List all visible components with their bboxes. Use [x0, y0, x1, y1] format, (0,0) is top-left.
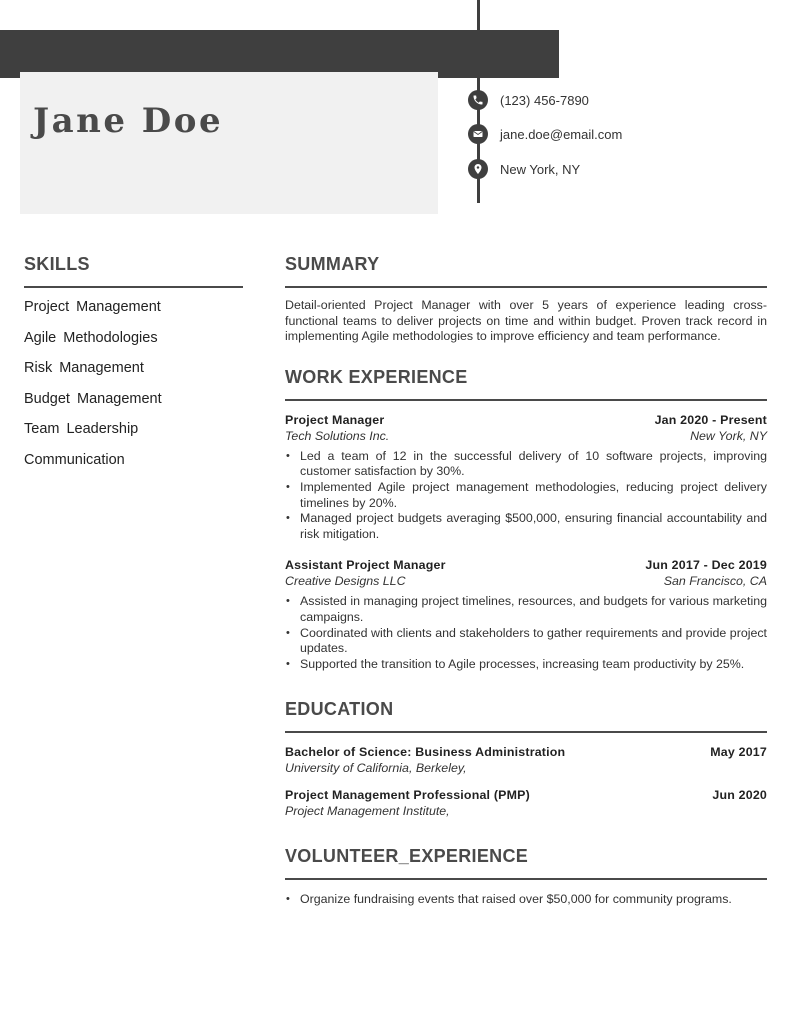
skill-item: Communication [24, 451, 125, 468]
job-company: Creative Designs LLC [285, 574, 406, 589]
skill-item: Team Leadership [24, 421, 139, 437]
job-entry [285, 558, 767, 672]
education-degree: Bachelor of Science: Business Administration [285, 745, 566, 760]
education-degree: Project Management Professional (PMP) [285, 788, 530, 803]
job-bullet: • Supported the transition to Agile processes, increasing team productivity by 25%. [285, 657, 767, 673]
summary-section [285, 254, 767, 345]
education-school: University of California, Berkeley, [285, 761, 467, 776]
job-bullets [285, 594, 767, 672]
header-bar [0, 30, 559, 78]
contact-email [468, 124, 622, 144]
skills-section [24, 254, 243, 481]
work-title: WORK EXPERIENCE [285, 366, 468, 387]
skills-list [24, 298, 243, 481]
job-dates: Jan 2020 - Present [654, 412, 767, 427]
skill-item: Project Management [24, 299, 161, 315]
summary-divider [285, 286, 767, 288]
work-divider [285, 399, 767, 401]
email-text: jane.doe@email.com [500, 126, 623, 142]
job-location: New York, NY [690, 428, 767, 443]
candidate-name: Jane Doe [33, 101, 224, 141]
job-bullet: • Coordinated with clients and stakeholders to gather requirements and provide project updates. [285, 626, 767, 657]
job-bullet: • Assisted in managing project timelines, resources, and budgets for various marketing campaigns. [285, 594, 767, 625]
skill-item: Agile Methodologies [24, 329, 158, 346]
skills-title: SKILLS [24, 254, 90, 274]
education-section [285, 699, 767, 819]
education-entry [285, 745, 767, 776]
job-location: San Francisco, CA [663, 574, 767, 589]
job-bullet: • Managed project budgets averaging $500,000, ensuring financial accountability and risk mitigation. [285, 511, 767, 542]
work-section [285, 367, 767, 673]
contact-phone [468, 90, 589, 110]
name-box [20, 72, 438, 214]
education-date: May 2017 [710, 745, 767, 760]
job-role: Assistant Project Manager [285, 558, 446, 573]
volunteer-section [285, 846, 767, 908]
job-bullet: • Led a team of 12 in the successful delivery of 10 software projects, improving customer satisfaction by 30%. [285, 449, 767, 480]
email-icon [468, 124, 488, 144]
phone-text: (123) 456-7890 [500, 92, 589, 108]
volunteer-bullets [285, 892, 767, 908]
summary-text: Detail-oriented Project Manager with over 5 years of experience leading cross-functional teams to deliver projects on time and within budget. Proven track record in implementing Agile methodologies to improve efficiency and team performance. [285, 298, 767, 344]
skills-divider [24, 286, 243, 288]
job-entry [285, 413, 767, 543]
job-dates: Jun 2017 - Dec 2019 [645, 558, 767, 573]
summary-title: SUMMARY [285, 254, 380, 274]
education-date: Jun 2020 [712, 788, 767, 803]
education-school: Project Management Institute, [285, 804, 450, 819]
education-entry [285, 788, 767, 819]
volunteer-divider [285, 878, 767, 880]
phone-icon [468, 90, 488, 110]
location-icon [468, 159, 488, 179]
volunteer-title: VOLUNTEER_EXPERIENCE [285, 846, 529, 867]
volunteer-bullet: • Organize fundraising events that raised over $50,000 for community programs. [285, 892, 767, 908]
main-content [285, 254, 767, 908]
skill-item: Budget Management [24, 390, 162, 407]
job-bullet: • Implemented Agile project management methodologies, reducing project delivery timelines by 20%. [285, 480, 767, 511]
job-role: Project Manager [285, 412, 385, 427]
education-divider [285, 731, 767, 733]
contact-location [468, 159, 580, 179]
job-company: Tech Solutions Inc. [285, 428, 390, 443]
job-bullets [285, 449, 767, 543]
skill-item: Risk Management [24, 360, 144, 376]
education-title: EDUCATION [285, 699, 394, 720]
location-text: New York, NY [500, 161, 581, 177]
